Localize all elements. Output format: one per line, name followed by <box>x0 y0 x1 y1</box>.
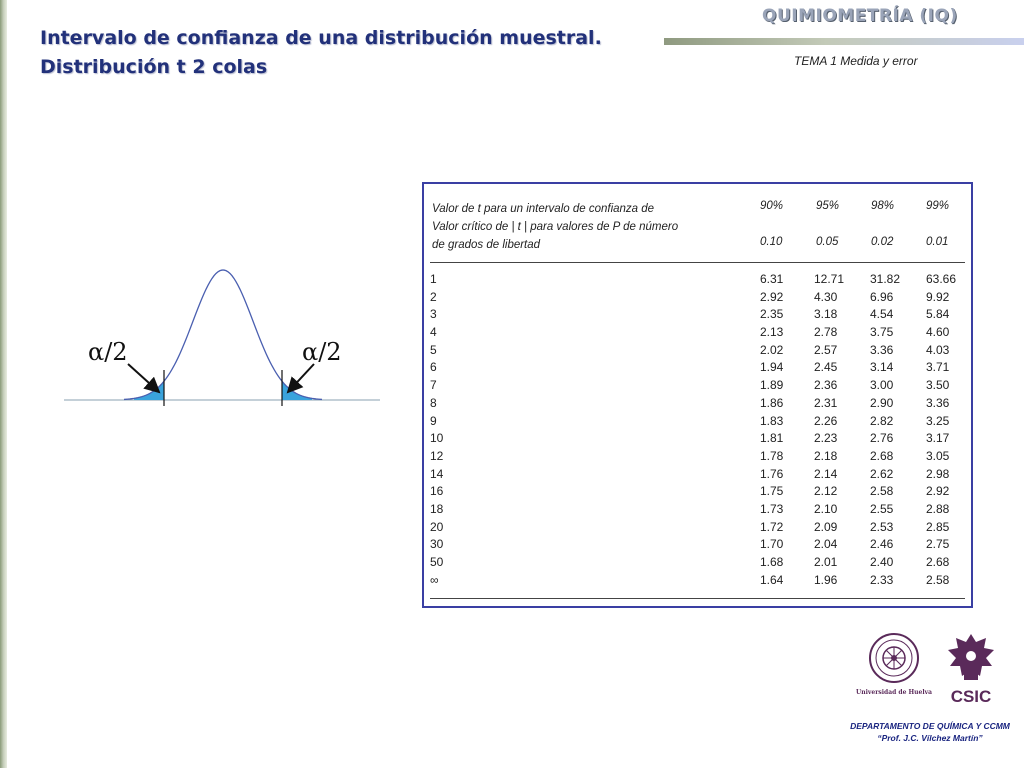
csic-logo <box>942 630 1000 710</box>
course-name: QUIMIOMETRÍA (IQ) <box>762 6 958 26</box>
t-value-cell: 1.89 <box>760 378 784 393</box>
t-value-cell: 6.96 <box>870 289 894 304</box>
t-value-cell: 2.92 <box>760 289 784 304</box>
t-value-cell: 2.04 <box>814 537 838 552</box>
degrees-of-freedom-cell: ∞ <box>430 572 439 587</box>
t-value-cell: 2.45 <box>814 360 838 375</box>
table-row <box>424 555 971 573</box>
csic-logo-text: CSIC <box>950 687 992 706</box>
degrees-of-freedom-cell: 7 <box>430 378 437 393</box>
slide-title-line2: Distribución t 2 colas <box>40 56 268 78</box>
table-row <box>424 343 971 361</box>
p-value-005: 0.05 <box>816 236 839 248</box>
t-value-cell: 2.09 <box>814 519 838 534</box>
department-name: DEPARTAMENTO DE QUÍMICA Y CCMM <box>850 721 1010 731</box>
confidence-95: 95% <box>816 200 840 212</box>
degrees-of-freedom-cell: 9 <box>430 413 437 428</box>
degrees-of-freedom-cell: 14 <box>430 466 444 481</box>
t-value-cell: 2.53 <box>870 519 894 534</box>
t-value-cell: 3.05 <box>926 448 950 463</box>
t-value-cell: 2.12 <box>814 484 838 499</box>
degrees-of-freedom-cell: 20 <box>430 519 444 534</box>
table-row <box>424 520 971 538</box>
t-value-cell: 2.33 <box>870 572 894 587</box>
t-value-cell: 2.35 <box>760 307 784 322</box>
t-value-cell: 63.66 <box>926 272 957 286</box>
t-value-cell: 2.36 <box>814 378 838 393</box>
t-value-cell: 2.90 <box>870 395 894 410</box>
bell-curve <box>124 270 322 399</box>
t-value-cell: 2.02 <box>760 342 784 357</box>
t-value-cell: 2.01 <box>814 555 838 569</box>
t-value-cell: 1.76 <box>760 466 784 481</box>
degrees-of-freedom-cell: 8 <box>430 395 437 410</box>
t-value-cell: 1.83 <box>760 413 784 428</box>
t-value-cell: 2.68 <box>926 555 950 569</box>
t-value-cell: 3.75 <box>870 325 894 340</box>
table-row <box>424 378 971 396</box>
t-value-cell: 2.82 <box>870 413 894 428</box>
t-value-cell: 2.40 <box>870 555 894 569</box>
table-row <box>424 467 971 485</box>
table-row <box>424 484 971 502</box>
table-row <box>424 396 971 414</box>
t-value-cell: 2.85 <box>926 519 950 534</box>
table-row <box>424 360 971 378</box>
t-value-cell: 1.78 <box>760 448 784 463</box>
table-row <box>424 307 971 325</box>
table-row <box>424 502 971 520</box>
t-value-cell: 2.26 <box>814 413 838 428</box>
p-value-002: 0.02 <box>871 236 894 248</box>
degrees-of-freedom-cell: 16 <box>430 484 444 499</box>
university-logo <box>856 632 932 710</box>
degrees-of-freedom-cell: 50 <box>430 555 444 569</box>
t-value-cell: 1.96 <box>814 572 838 587</box>
degrees-of-freedom-cell: 12 <box>430 448 444 463</box>
table-row <box>424 290 971 308</box>
degrees-of-freedom-cell: 30 <box>430 537 444 552</box>
university-logo-text: Universidad de Huelva <box>856 689 932 696</box>
t-critical-values-table <box>422 182 973 608</box>
left-alpha-label: α/2 <box>88 338 128 366</box>
t-value-cell: 2.58 <box>870 484 894 499</box>
t-value-cell: 2.88 <box>926 501 950 516</box>
table-row <box>424 325 971 343</box>
t-distribution-figure <box>64 268 384 408</box>
table-row <box>424 272 971 290</box>
table-row <box>424 537 971 555</box>
t-value-cell: 1.68 <box>760 555 784 569</box>
confidence-99: 99% <box>926 200 950 212</box>
t-value-cell: 2.57 <box>814 342 838 357</box>
t-value-cell: 2.75 <box>926 537 950 552</box>
table-header-line3: de grados de libertad <box>432 239 541 251</box>
table-header-line1: Valor de t para un intervalo de confianza de <box>432 203 655 215</box>
p-value-001: 0.01 <box>926 236 949 248</box>
t-value-cell: 2.31 <box>814 395 838 410</box>
header-divider <box>430 262 965 263</box>
left-arrow <box>128 364 159 392</box>
t-value-cell: 1.73 <box>760 501 784 516</box>
t-value-cell: 2.98 <box>926 466 950 481</box>
degrees-of-freedom-cell: 10 <box>430 431 444 446</box>
table-body <box>424 272 971 590</box>
t-value-cell: 5.84 <box>926 307 950 322</box>
degrees-of-freedom-cell: 5 <box>430 342 437 357</box>
t-value-cell: 2.18 <box>814 448 838 463</box>
t-value-cell: 3.25 <box>926 413 950 428</box>
t-value-cell: 6.31 <box>760 272 784 286</box>
table-row <box>424 414 971 432</box>
t-value-cell: 1.70 <box>760 537 784 552</box>
degrees-of-freedom-cell: 2 <box>430 289 437 304</box>
table-row <box>424 573 971 591</box>
p-value-010: 0.10 <box>760 236 783 248</box>
topic-label: TEMA 1 Medida y error <box>794 54 918 68</box>
t-value-cell: 4.03 <box>926 342 950 357</box>
table-bottom-rule <box>430 598 965 599</box>
table-header-description <box>432 200 678 254</box>
degrees-of-freedom-cell: 6 <box>430 360 437 375</box>
right-alpha-label: α/2 <box>302 338 342 366</box>
t-value-cell: 9.92 <box>926 289 950 304</box>
t-value-cell: 2.13 <box>760 325 784 340</box>
t-value-cell: 3.14 <box>870 360 894 375</box>
left-accent-bar <box>0 0 7 768</box>
slide-title <box>40 24 602 82</box>
t-value-cell: 1.75 <box>760 484 784 499</box>
t-value-cell: 3.71 <box>926 360 950 375</box>
degrees-of-freedom-cell: 4 <box>430 325 437 340</box>
table-row <box>424 431 971 449</box>
confidence-90: 90% <box>760 200 784 212</box>
degrees-of-freedom-cell: 18 <box>430 501 444 516</box>
degrees-of-freedom-cell: 3 <box>430 307 437 322</box>
t-value-cell: 3.18 <box>814 307 838 322</box>
table-row <box>424 449 971 467</box>
t-value-cell: 2.62 <box>870 466 894 481</box>
t-value-cell: 2.55 <box>870 501 894 516</box>
t-value-cell: 3.50 <box>926 378 950 393</box>
header-rule <box>664 38 1024 45</box>
confidence-98: 98% <box>871 200 895 212</box>
t-value-cell: 4.30 <box>814 289 838 304</box>
department-footer <box>836 720 1024 744</box>
professor-name: “Prof. J.C. Vílchez Martín” <box>877 733 983 743</box>
t-value-cell: 2.23 <box>814 431 838 446</box>
t-value-cell: 3.36 <box>870 342 894 357</box>
t-value-cell: 31.82 <box>870 272 901 286</box>
right-arrow <box>288 364 314 392</box>
t-value-cell: 3.36 <box>926 395 950 410</box>
t-value-cell: 1.64 <box>760 572 784 587</box>
t-value-cell: 2.68 <box>870 448 894 463</box>
slide-title-line1: Intervalo de confianza de una distribución muestral. <box>40 27 602 49</box>
t-value-cell: 2.58 <box>926 572 950 587</box>
t-value-cell: 4.54 <box>870 307 894 322</box>
t-value-cell: 3.17 <box>926 431 950 446</box>
degrees-of-freedom-cell: 1 <box>430 272 437 286</box>
t-value-cell: 1.81 <box>760 431 784 446</box>
t-value-cell: 2.10 <box>814 501 838 516</box>
t-value-cell: 3.00 <box>870 378 894 393</box>
t-value-cell: 2.14 <box>814 466 838 481</box>
t-value-cell: 12.71 <box>814 272 845 286</box>
t-value-cell: 2.46 <box>870 537 894 552</box>
t-value-cell: 4.60 <box>926 325 950 340</box>
t-value-cell: 2.78 <box>814 325 838 340</box>
t-value-cell: 1.94 <box>760 360 784 375</box>
table-header-line2: Valor crítico de | t | para valores de P de número <box>432 221 679 233</box>
t-value-cell: 2.76 <box>870 431 894 446</box>
t-value-cell: 2.92 <box>926 484 950 499</box>
t-value-cell: 1.86 <box>760 395 784 410</box>
t-value-cell: 1.72 <box>760 519 784 534</box>
